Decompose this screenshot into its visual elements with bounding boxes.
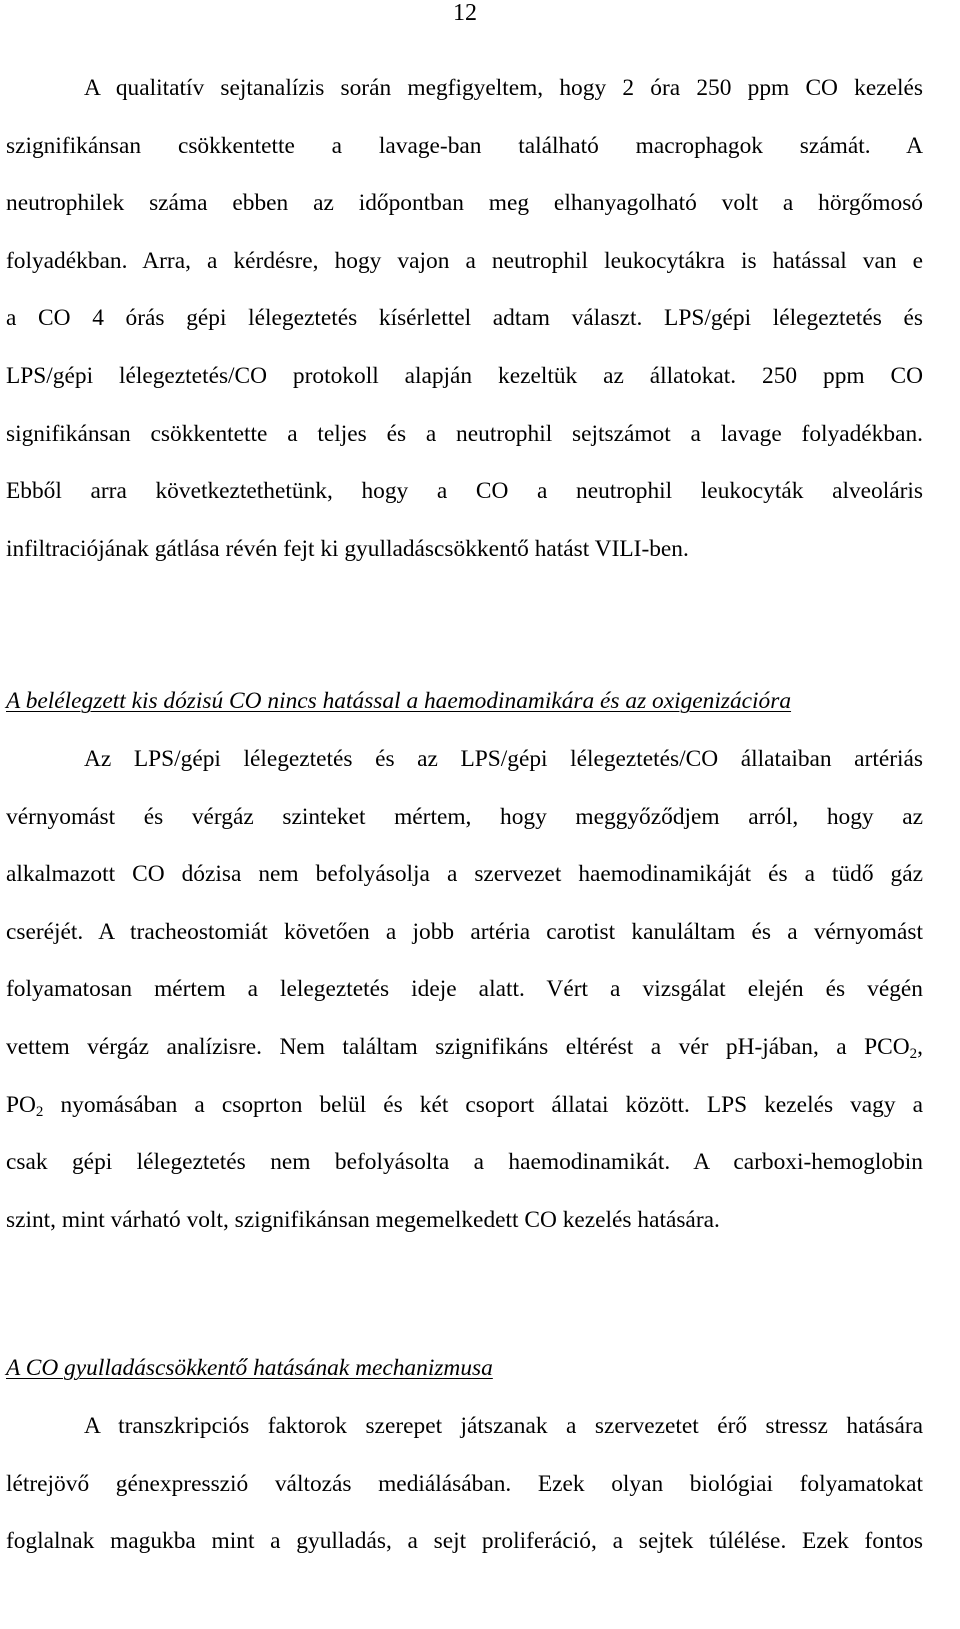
text-line: infiltraciójának gátlása révén fejt ki gyulladáscsökkentő hatást VILI-ben. — [6, 535, 689, 562]
text-line: vérnyomást és vérgáz szinteket mértem, hogy meggyőződjem arról, hogy az — [6, 803, 923, 830]
text-line — [6, 1077, 923, 1135]
subscript: 2 — [909, 1045, 918, 1062]
section-heading-haemodynamics: A belélegzett kis dózisú CO nincs hatással a haemodinamikára és az oxigenizációra — [6, 688, 792, 714]
text-line: folyadékban. Arra, a kérdésre, hogy vajon a neutrophil leukocytákra is hatással van e — [6, 247, 923, 274]
text-line: létrejövő génexpresszió változás mediálásában. Ezek olyan biológiai folyamatokat — [6, 1470, 923, 1497]
text-line: alkalmazott CO dózisa nem befolyásolja a szervezet haemodinamikáját és a tüdő gáz — [6, 861, 923, 888]
page-number: 12 — [453, 0, 477, 26]
paragraph-qualitative-analysis — [6, 60, 923, 578]
text-line: szignifikánsan csökkentette a lavage-ban található macrophagok számát. A — [6, 132, 923, 159]
text-line: neutrophilek száma ebben az időpontban meg elhanyagolható volt a hörgőmosó — [6, 190, 923, 217]
paragraph-mechanism — [6, 1398, 923, 1571]
text-line: cseréjét. A tracheostomiát követően a jobb artéria carotist kanuláltam és a vérnyomást — [6, 918, 923, 945]
text-line — [6, 1019, 923, 1077]
paragraph-haemodynamics — [6, 731, 923, 1249]
text-line: Ebből arra következtethetünk, hogy a CO a neutrophil leukocyták alveoláris — [6, 478, 923, 505]
subscript: 2 — [35, 1103, 44, 1120]
text-line: a CO 4 órás gépi lélegeztetés kísérlettel adtam választ. LPS/gépi lélegeztetés és — [6, 305, 923, 332]
text-line: A qualitatív sejtanalízis során megfigyeltem, hogy 2 óra 250 ppm CO kezelés — [84, 75, 923, 101]
section-heading-mechanism: A CO gyulladáscsökkentő hatásának mechanizmusa — [6, 1355, 493, 1381]
text-line: signifikánsan csökkentette a teljes és a neutrophil sejtszámot a lavage folyadékban. — [6, 420, 923, 447]
text-segment: , — [917, 1033, 923, 1060]
text-line: szint, mint várható volt, szignifikánsan megemelkedett CO kezelés hatására. — [6, 1206, 720, 1233]
text-segment: vettem vérgáz analízisre. Nem találtam szignifikáns eltérést a vér pH-jában, a PCO — [6, 1033, 910, 1060]
text-line: LPS/gépi lélegeztetés/CO protokoll alapján kezeltük az állatokat. 250 ppm CO — [6, 362, 923, 389]
text-segment: nyomásában a csoprton belül és két csoport állatai között. LPS kezelés vagy a — [43, 1091, 923, 1118]
text-line: A transzkripciós faktorok szerepet játszanak a szervezetet érő stressz hatására — [84, 1413, 923, 1439]
text-line: csak gépi lélegeztetés nem befolyásolta a haemodinamikát. A carboxi-hemoglobin — [6, 1149, 923, 1176]
text-segment: PO — [6, 1091, 36, 1118]
text-line: folyamatosan mértem a lelegeztetés ideje alatt. Vért a vizsgálat elején és végén — [6, 976, 923, 1003]
text-line: Az LPS/gépi lélegeztetés és az LPS/gépi lélegeztetés/CO állataiban artériás — [84, 746, 923, 772]
text-line: foglalnak magukba mint a gyulladás, a sejt proliferáció, a sejtek túlélése. Ezek fontos — [6, 1528, 923, 1555]
